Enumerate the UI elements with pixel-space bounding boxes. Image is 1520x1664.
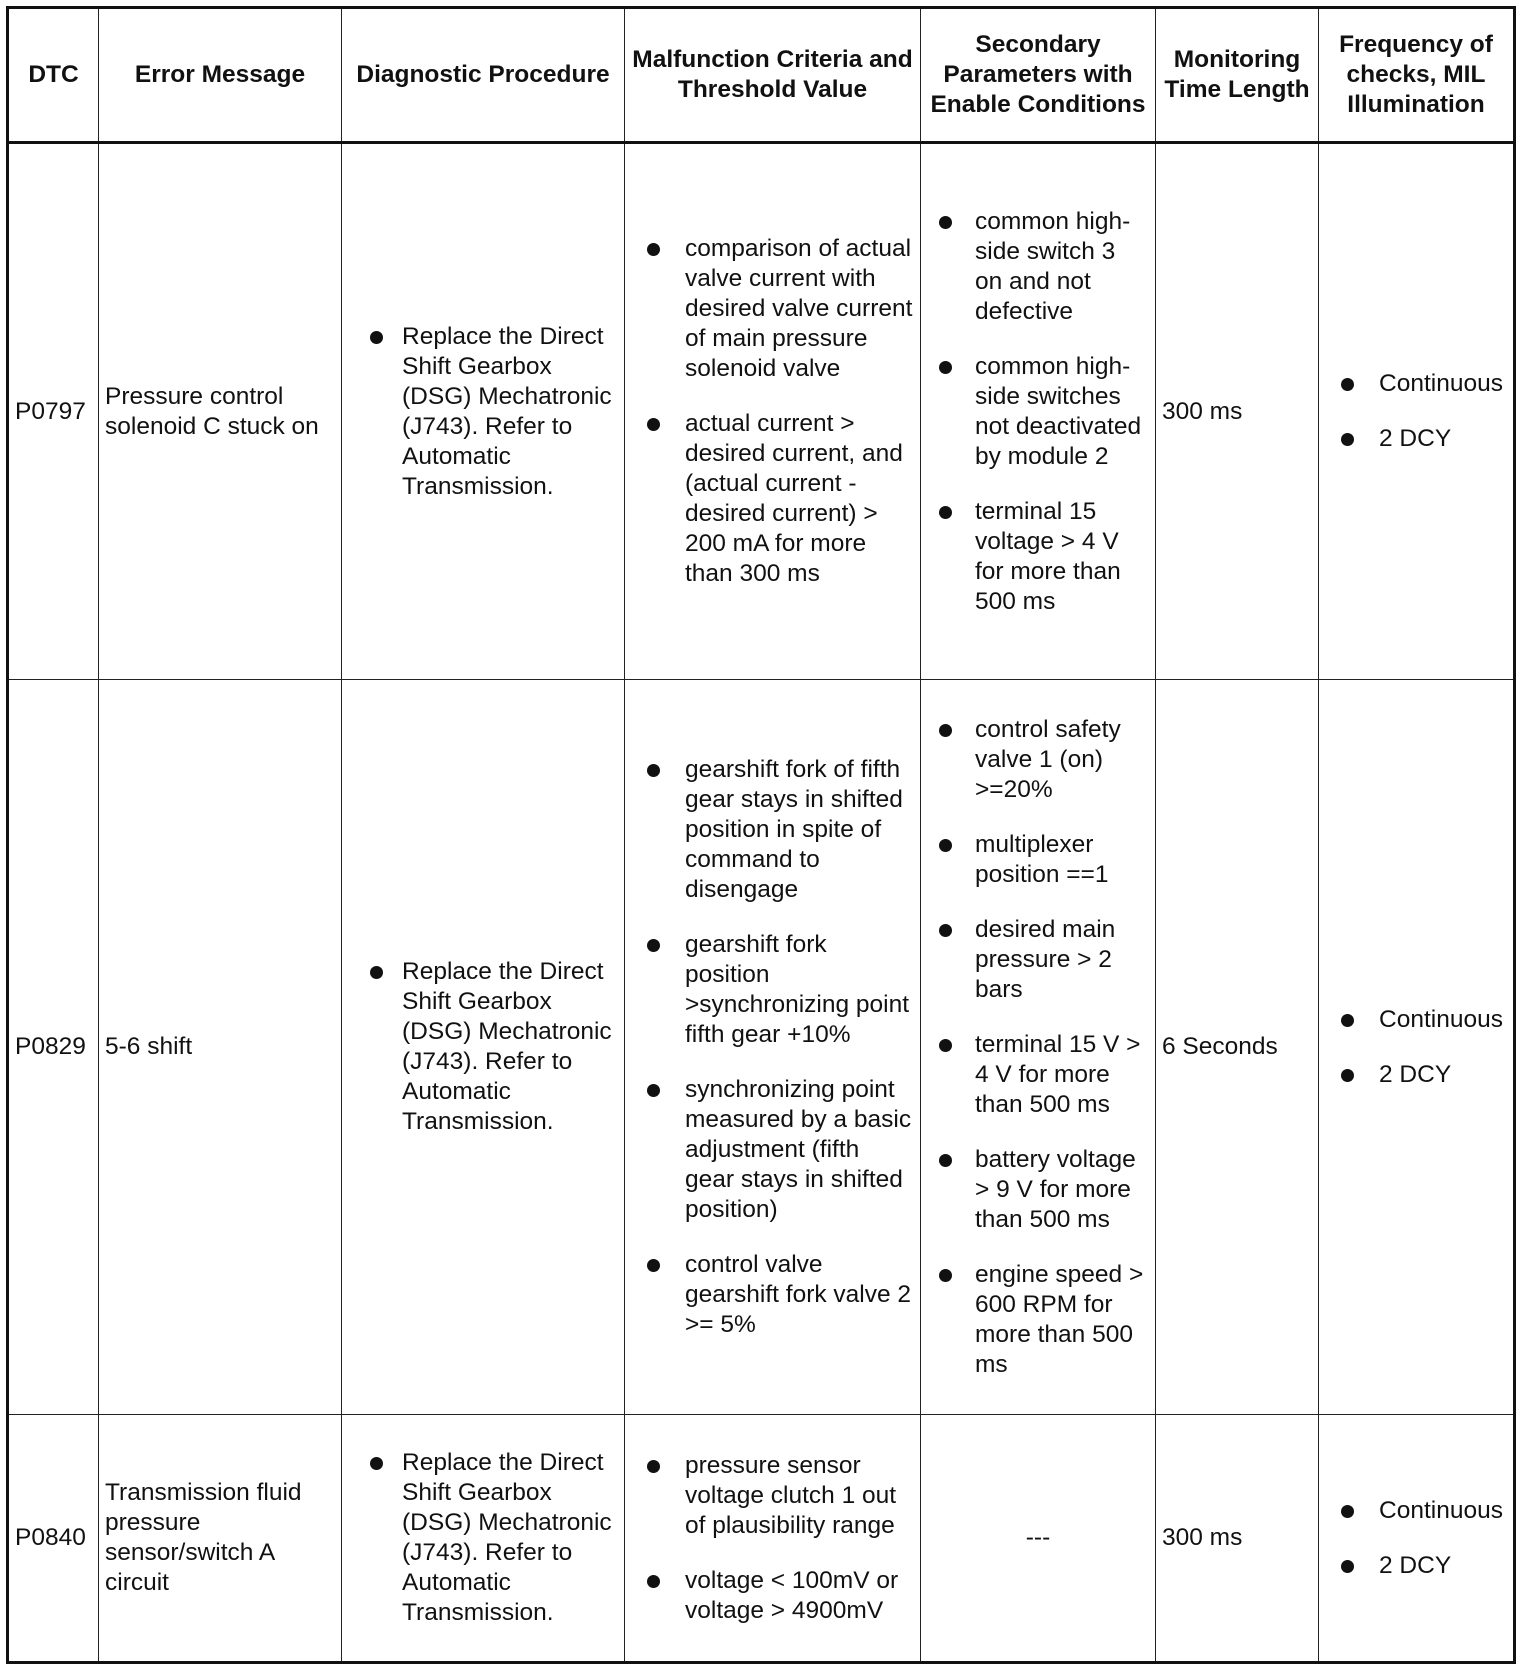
table-body bbox=[8, 143, 1515, 1663]
procedure-item-list bbox=[348, 322, 618, 502]
header-monitoring-time: Monitoring Time Length bbox=[1156, 8, 1319, 143]
frequency-item: Continuous bbox=[1325, 369, 1507, 399]
secondary-parameters bbox=[921, 680, 1156, 1415]
procedure-item-list bbox=[348, 957, 618, 1137]
dtc-code: P0797 bbox=[8, 143, 99, 680]
table-row bbox=[8, 143, 1515, 680]
criteria-item: synchronizing point measured by a basic adjustment (fifth gear stays in shifted position) bbox=[631, 1075, 914, 1225]
criteria-item-list bbox=[631, 755, 914, 1340]
criteria-item: actual current > desired current, and (actual current - desired current) > 200 mA for more than 300 ms bbox=[631, 409, 914, 589]
secondary-parameters: --- bbox=[921, 1415, 1156, 1663]
frequency-item-list bbox=[1325, 369, 1507, 454]
condition-item: terminal 15 voltage > 4 V for more than 500 ms bbox=[921, 497, 1149, 617]
criteria-item-list bbox=[631, 234, 914, 589]
criteria-item-list bbox=[631, 1451, 914, 1626]
header-error-message: Error Message bbox=[99, 8, 342, 143]
condition-item: control safety valve 1 (on) >=20% bbox=[921, 715, 1149, 805]
criteria-item: gearshift fork position >synchronizing point fifth gear +10% bbox=[631, 930, 914, 1050]
criteria-item: gearshift fork of fifth gear stays in shifted position in spite of command to disengage bbox=[631, 755, 914, 905]
header-secondary-parameters: Secondary Parameters with Enable Conditions bbox=[921, 8, 1156, 143]
malfunction-criteria bbox=[625, 680, 921, 1415]
header-diagnostic-procedure: Diagnostic Procedure bbox=[342, 8, 625, 143]
error-message: 5-6 shift bbox=[99, 680, 342, 1415]
secondary-parameters bbox=[921, 143, 1156, 680]
condition-item: terminal 15 V > 4 V for more than 500 ms bbox=[921, 1030, 1149, 1120]
frequency-item: 2 DCY bbox=[1325, 1551, 1507, 1581]
procedure-item-list bbox=[348, 1448, 618, 1628]
table-row bbox=[8, 1415, 1515, 1663]
criteria-item: voltage < 100mV or voltage > 4900mV bbox=[631, 1566, 914, 1626]
procedure-item: Replace the Direct Shift Gearbox (DSG) Mechatronic (J743). Refer to Automatic Transmission. bbox=[348, 322, 618, 502]
header-dtc: DTC bbox=[8, 8, 99, 143]
malfunction-criteria bbox=[625, 143, 921, 680]
header-row bbox=[8, 8, 1515, 143]
monitoring-time: 300 ms bbox=[1156, 143, 1319, 680]
dtc-code: P0840 bbox=[8, 1415, 99, 1663]
condition-item: engine speed > 600 RPM for more than 500 ms bbox=[921, 1260, 1149, 1380]
header-frequency: Frequency of checks, MIL Illumination bbox=[1319, 8, 1515, 143]
diagnostic-procedure bbox=[342, 143, 625, 680]
dtc-code: P0829 bbox=[8, 680, 99, 1415]
frequency bbox=[1319, 1415, 1515, 1663]
diagnostic-procedure bbox=[342, 680, 625, 1415]
condition-item: battery voltage > 9 V for more than 500 ms bbox=[921, 1145, 1149, 1235]
criteria-item: control valve gearshift fork valve 2 >= 5% bbox=[631, 1250, 914, 1340]
condition-item: common high-side switch 3 on and not defective bbox=[921, 207, 1149, 327]
condition-item-list bbox=[921, 207, 1149, 617]
criteria-item: pressure sensor voltage clutch 1 out of plausibility range bbox=[631, 1451, 914, 1541]
frequency-item: 2 DCY bbox=[1325, 1060, 1507, 1090]
frequency-item: 2 DCY bbox=[1325, 424, 1507, 454]
dtc-table bbox=[6, 6, 1516, 1664]
procedure-item: Replace the Direct Shift Gearbox (DSG) Mechatronic (J743). Refer to Automatic Transmission. bbox=[348, 1448, 618, 1628]
frequency-item-list bbox=[1325, 1496, 1507, 1581]
frequency-item-list bbox=[1325, 1005, 1507, 1090]
diagnostic-procedure bbox=[342, 1415, 625, 1663]
header-malfunction-criteria: Malfunction Criteria and Threshold Value bbox=[625, 8, 921, 143]
frequency bbox=[1319, 680, 1515, 1415]
condition-item: multiplexer position ==1 bbox=[921, 830, 1149, 890]
condition-item: desired main pressure > 2 bars bbox=[921, 915, 1149, 1005]
malfunction-criteria bbox=[625, 1415, 921, 1663]
monitoring-time: 6 Seconds bbox=[1156, 680, 1319, 1415]
monitoring-time: 300 ms bbox=[1156, 1415, 1319, 1663]
table-row bbox=[8, 680, 1515, 1415]
procedure-item: Replace the Direct Shift Gearbox (DSG) Mechatronic (J743). Refer to Automatic Transmission. bbox=[348, 957, 618, 1137]
criteria-item: comparison of actual valve current with desired valve current of main pressure solenoid valve bbox=[631, 234, 914, 384]
error-message: Transmission fluid pressure sensor/switch A circuit bbox=[99, 1415, 342, 1663]
frequency-item: Continuous bbox=[1325, 1005, 1507, 1035]
condition-item-list bbox=[921, 715, 1149, 1380]
frequency bbox=[1319, 143, 1515, 680]
condition-item: common high-side switches not deactivated by module 2 bbox=[921, 352, 1149, 472]
frequency-item: Continuous bbox=[1325, 1496, 1507, 1526]
error-message: Pressure control solenoid C stuck on bbox=[99, 143, 342, 680]
